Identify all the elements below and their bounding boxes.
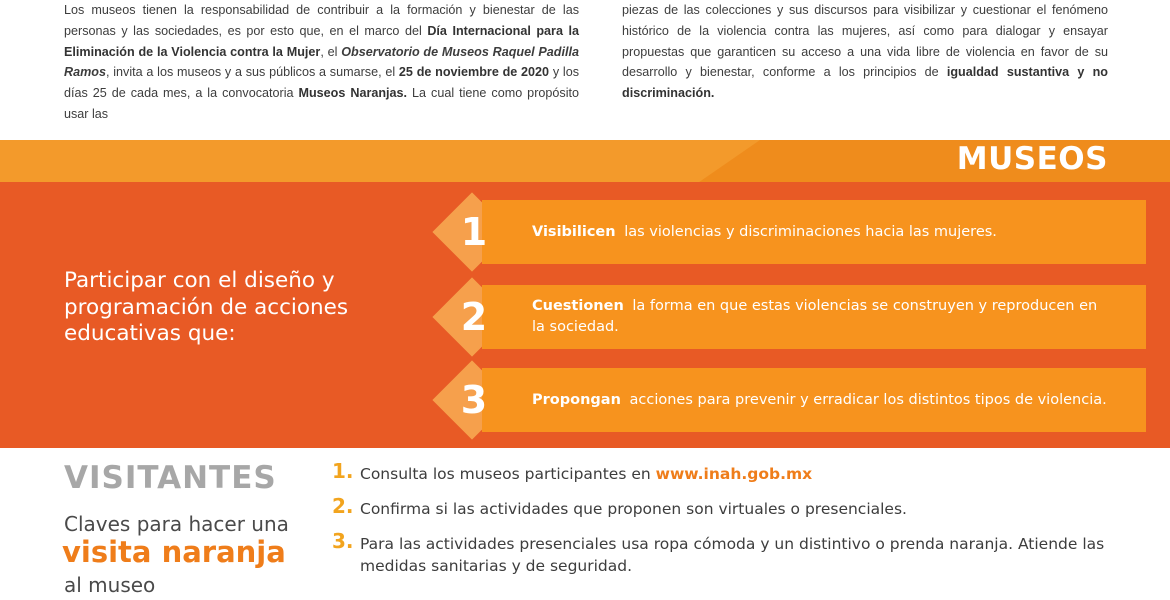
step-number: 1. <box>332 459 354 483</box>
intro-principles: igualdad sustantiva y no discriminación. <box>622 65 1108 101</box>
museos-intro-text: Participar con el diseño y programación de acciones educativas que: <box>64 268 349 346</box>
step-text: Para las actividades presenciales usa ropa cómoda y un distintivo o prenda naranja. Atiende las medidas sanitarias y de seguridad. <box>360 535 1105 575</box>
museos-title: MUSEOS <box>956 141 1108 177</box>
intro-highlight: Día Internacional para la Eliminación de la Violencia contra la Mujer <box>64 23 580 59</box>
step-item <box>330 459 1130 485</box>
intro-text: , el <box>320 44 338 59</box>
item-text: las violencias y discriminaciones hacia las mujeres. <box>624 223 997 240</box>
item-keyword: Visibilicen <box>532 223 616 240</box>
museos-header-band-accent <box>0 140 760 182</box>
inah-link[interactable]: www.inah.gob.mx <box>655 465 813 483</box>
intro-date: 25 de noviembre de 2020 <box>398 65 550 80</box>
item-number: 1 <box>460 210 488 254</box>
intro-text: y los días 25 de cada mes, a la convocatoria <box>64 65 579 101</box>
museos-item-3 <box>438 368 1146 432</box>
visitantes-highlight: visita naranja <box>62 535 286 569</box>
intro-text: La cual tiene como propósito usar las <box>64 86 579 121</box>
item-box <box>482 368 1146 432</box>
step-item <box>330 494 1130 520</box>
step-text: Confirma si las actividades que proponen son virtuales o presenciales. <box>360 500 907 518</box>
intro-text: Los museos tienen la responsabilidad de contribuir a la formación y bienestar de las personas y las sociedades, es por esto que, en el marco del <box>64 3 579 38</box>
item-text: acciones para prevenir y erradicar los distintos tipos de violencia. <box>629 391 1107 408</box>
intro-text: piezas de las colecciones y sus discursos para visibilizar y cuestionar el fenómeno histórico de la violencia contra las mujeres, así como para dialogar y ensayar propuestas que garanticen su acceso a una vida libre de violencia en favor de su desarrollo y bienestar, conforme a los principios de <box>622 3 1108 80</box>
intro-paragraph-left <box>64 0 579 125</box>
item-number: 2 <box>460 295 488 339</box>
item-box <box>482 285 1146 349</box>
visitantes-title: VISITANTES <box>64 460 277 496</box>
museos-item-1 <box>438 200 1146 264</box>
visitantes-subtitle: Claves para hacer una <box>64 512 289 536</box>
item-keyword: Propongan <box>532 391 621 408</box>
visitantes-subtitle-end: al museo <box>64 573 156 597</box>
museos-item-2 <box>438 285 1146 349</box>
visitantes-steps <box>330 459 1130 590</box>
intro-paragraph-right <box>622 0 1108 104</box>
step-text: Consulta los museos participantes en <box>360 465 651 483</box>
intro-convocatoria: Museos Naranjas. <box>298 86 408 101</box>
step-number: 3. <box>332 529 354 553</box>
item-box <box>482 200 1146 264</box>
intro-observatorio: Observatorio de Museos Raquel Padilla Ramos <box>64 44 579 80</box>
item-text: la forma en que estas violencias se construyen y reproducen en la sociedad. <box>532 298 1098 335</box>
item-keyword: Cuestionen <box>532 298 624 314</box>
step-number: 2. <box>332 494 354 518</box>
item-number: 3 <box>460 378 488 422</box>
intro-text: , invita a los museos y a sus públicos a sumarse, el <box>106 65 396 80</box>
step-item <box>330 529 1130 577</box>
